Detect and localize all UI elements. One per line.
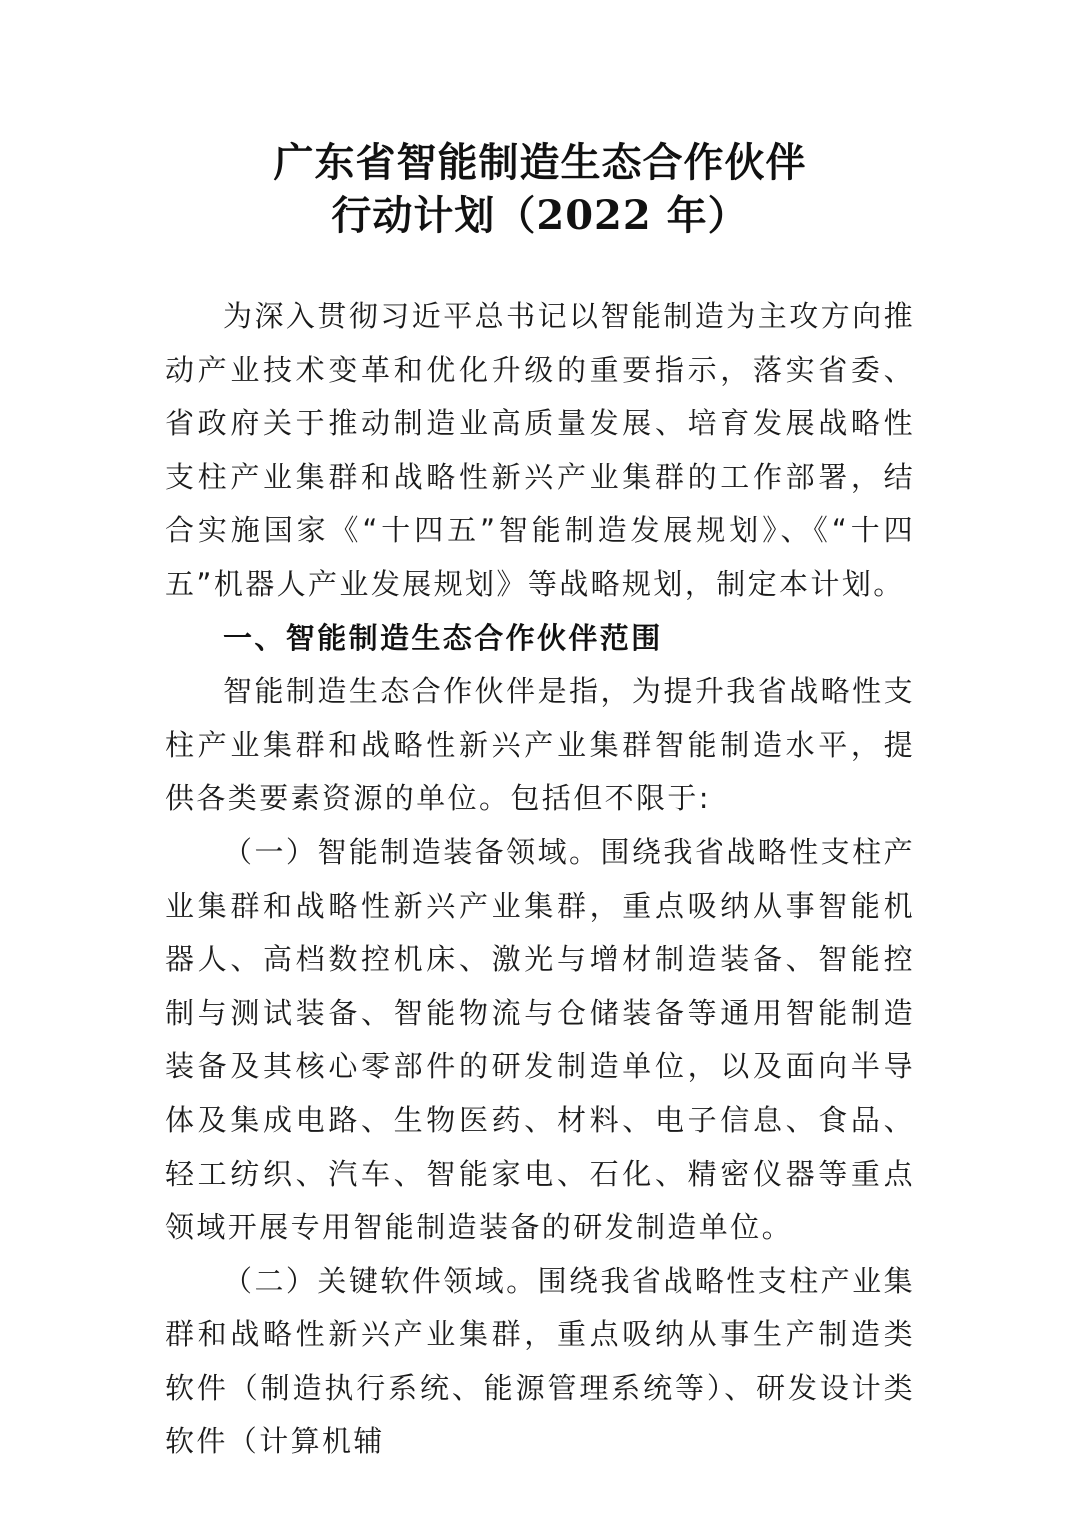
intro-paragraph: 为深入贯彻习近平总书记以智能制造为主攻方向推动产业技术变革和优化升级的重要指示，落实省委、省政府关于推动制造业高质量发展、培育发展战略性支柱产业集群和战略性新兴产业集群的工作部署，结合实施国家《“十四五”智能制造发展规划》、《“十四五”机器人产业发展规划》等战略规划，制定本计划。 xyxy=(165,299,915,601)
document-title-line2: 行动计划（2022 年） xyxy=(331,192,749,239)
section1-heading: 一、智能制造生态合作伙伴范围 xyxy=(223,620,663,655)
section1-intro-paragraph: 智能制造生态合作伙伴是指，为提升我省战略性支柱产业集群和战略性新兴产业集群智能制造水平，提供各类要素资源的单位。包括但不限于: xyxy=(165,674,915,816)
item1-paragraph: （一）智能制造装备领域。围绕我省战略性支柱产业集群和战略性新兴产业集群，重点吸纳从事智能机器人、高档数控机床、激光与增材制造装备、智能控制与测试装备、智能物流与仓储装备等通用智能制造装备及其核心零部件的研发制造单位，以及面向半导体及集成电路、生物医药、材料、电子信息、食品、轻工纺织、汽车、智能家电、石化、精密仪器等重点领域开展专用智能制造装备的研发制造单位。 xyxy=(165,834,915,1245)
document-body xyxy=(165,290,915,1469)
item2-paragraph: （二）关键软件领域。围绕我省战略性支柱产业集群和战略性新兴产业集群，重点吸纳从事生产制造类软件（制造执行系统、能源管理系统等）、研发设计类软件（计算机辅 xyxy=(165,1263,915,1459)
document-title-line1: 广东省智能制造生态合作伙伴 xyxy=(273,139,807,186)
